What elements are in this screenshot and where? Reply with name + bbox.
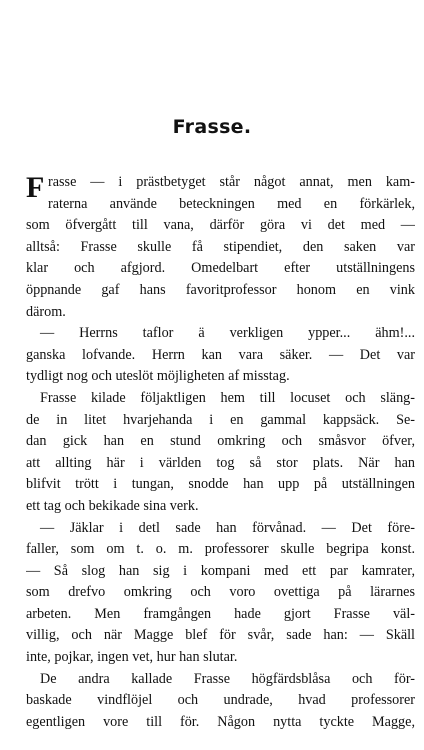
text-line: faller, som om t. o. m. professorer skulle begripa konst. [26, 541, 415, 558]
text-line: alltså: Frasse skulle få stipendiet, den saken var [26, 238, 415, 255]
text-line: som drefvo omkring och voro ovettiga på lärarnes [26, 584, 415, 601]
text-line: baskade vindflöjel och undrade, hvad professorer [26, 692, 415, 709]
text-line: tydligt nog och uteslöt möjligheten af misstag. [26, 368, 290, 385]
text-line: — Så slog han sig i kompani med ett par kamrater, [26, 562, 415, 579]
text-line: villig, och när Magge blef för svår, sade han: — Skäll [26, 627, 415, 644]
text-line: att allting här i världen tog så stor plats. När han [26, 454, 415, 471]
text-line: som öfvergått till vana, därför göra vi det med — [26, 217, 415, 234]
chapter-title: Frasse. [172, 116, 252, 138]
text-line: — Herrns taflor ä verkligen ypper... ähm!... [40, 325, 415, 342]
text-line: de in litet hvarjehanda i en gammal kappsäck. Se- [26, 411, 415, 428]
text-line: De andra kallade Frasse högfärdsblåsa och för- [40, 670, 415, 687]
text-line: rasse — i prästbetyget står något annat, men kam- [48, 174, 415, 190]
text-line: ganska lofvande. Herrn kan vara säker. — Det var [26, 346, 415, 363]
text-line: öppnande gaf hans favoritprofessor honom en vink [26, 281, 415, 298]
text-line: därom. [26, 303, 66, 320]
text-line: — Jäklar i detl sade han förvånad. — Det före- [40, 519, 415, 536]
body-text [26, 172, 415, 733]
text-line: dan gick han en stund omkring och småsvor öfver, [26, 433, 415, 450]
text-line: inte, pojkar, ingen vet, hur han slutar. [26, 649, 238, 666]
drop-cap: F [26, 171, 45, 204]
text-line: klar och afgjord. Omedelbart efter utställningens [26, 260, 415, 277]
text-line: egentligen vore till för. Någon nytta tyckte Magge, [26, 713, 415, 730]
text-line: Frasse kilade följaktligen hem till locuset och släng- [40, 389, 415, 406]
text-line: ett tag och bekikade sina verk. [26, 497, 199, 514]
text-line: blifvit trött i tungan, snodde han upp på utställningen [26, 476, 415, 493]
text-line: arbeten. Men framgången hade gjort Frasse väl- [26, 605, 415, 622]
text-line: raterna använde beteckningen med en förkärlek, [48, 195, 415, 212]
